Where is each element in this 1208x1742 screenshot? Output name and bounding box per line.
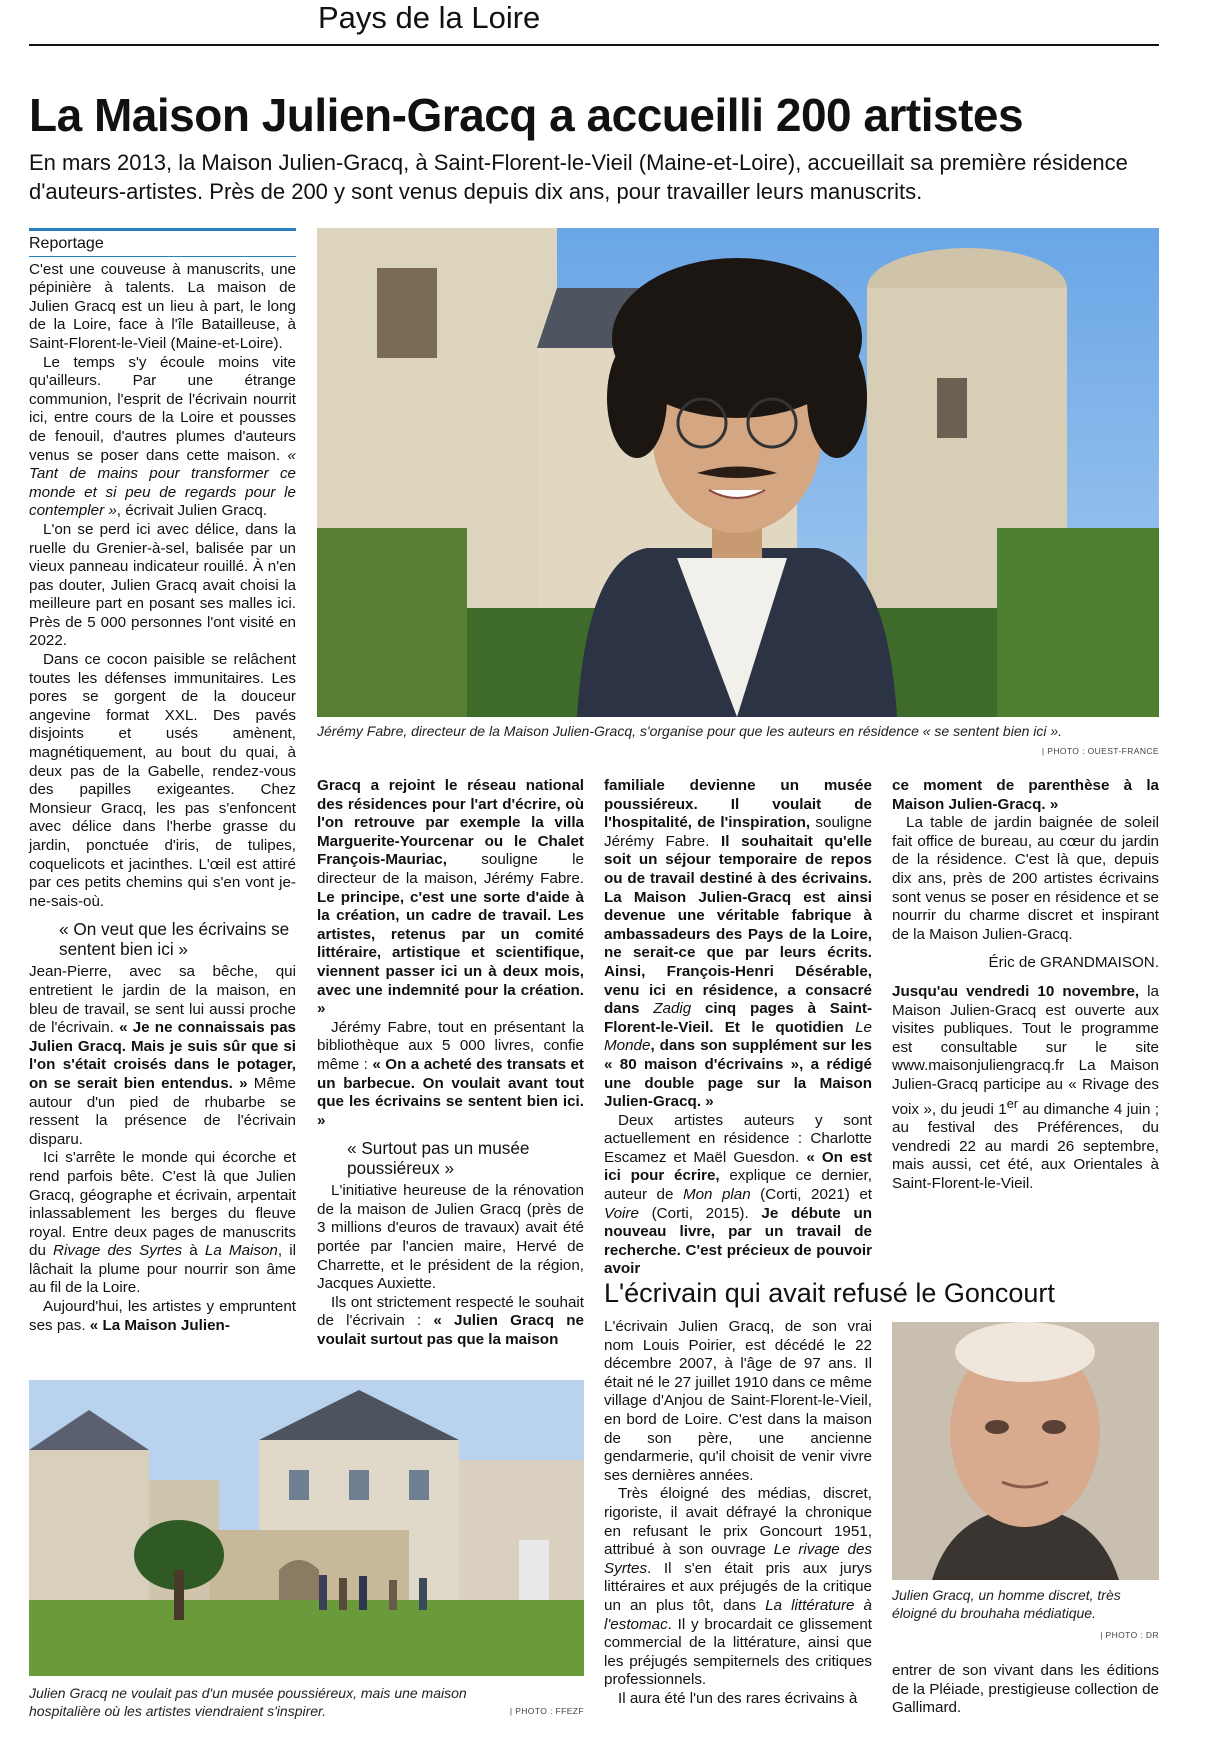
paragraph: Il aura été l'un des rares écrivains à — [618, 1689, 858, 1707]
paragraph: Le temps s'y écoule moins vite qu'ailleurs. Par une étrange communion, l'esprit de l'écrivain nourrit ici, entre cours de la Loire et pousses de fenouil, d'autres plumes d'auteurs venus se poser dans cette maison. « Tant de mains pour transformer ce monde et si peu de regards pour le contempler », écrivait Julien Gracq. — [29, 353, 296, 520]
house-photo-illustration — [29, 1380, 584, 1676]
sidebar-title: L'écrivain qui avait refusé le Goncourt — [604, 1278, 1055, 1308]
author-portrait-credit: | PHOTO : DR — [1100, 1630, 1159, 1640]
subheading: « On veut que les écrivains se sentent bien ici » — [59, 919, 290, 960]
section-title: Pays de la Loire — [318, 0, 541, 35]
paragraph: ce moment de parenthèse à la Maison Julien-Gracq. » — [892, 777, 1159, 813]
paragraph: familiale devienne un musée poussiéreux. Il voulait de l'hospitalité, de l'inspiration, souligne Jérémy Fabre. Il souhaitait qu'elle soit un séjour temporaire de repos ou de travail destiné à des écrivains. La Maison Julien-Gracq est ainsi devenue une véritable fabrique à ambassadeurs des Pays de la Loire, ne serait-ce que par leurs écrits. Ainsi, François-Henri Désérable, venu ici en résidence, a consacré dans Zadig cinq pages à Saint-Florent-le-Vieil. Et le quotidien Le Monde, dans son supplément sur les « 80 maison d'écrivains », a rédigé une double page sur la Maison Julien-Gracq. » — [604, 777, 873, 1111]
paragraph: L'on se perd ici avec délice, dans la ruelle du Grenier-à-sel, balisée par un vieux panneau indicateur rouillé. À n'en pas douter, Julien Gracq avait choisi la meilleure part en posant ses malles ici. Près de 5 000 personnes l'ont visité en 2022. — [29, 520, 296, 650]
headline: La Maison Julien-Gracq a accueilli 200 artistes — [29, 89, 1024, 141]
main-photo-caption: Jérémy Fabre, directeur de la Maison Julien-Gracq, s'organise pour que les auteurs en résidence « se sentent bien ici ». — [317, 723, 1063, 739]
paragraph: Très éloigné des médias, discret, rigoriste, il avait défrayé la chronique en refusant le prix Goncourt 1951, attribué à son ouvrage Le rivage des Syrtes. Il s'en était pris aux jurys littéraires et aux préjugés de la critique un an plus tôt, dans La littérature à l'estomac. Il y brocardait ce glissement commercial de la littérature, ainsi que les préjugés sempiternels des critiques professionnels. — [604, 1485, 872, 1689]
paragraph: L'initiative heureuse de la rénovation de la maison de Julien Gracq (près de 3 millions d'euros de travaux) avait été portée par l'ancien maire, Hervé de Charrette, et le président de la région, Jacques Auxiette. — [317, 1182, 584, 1293]
paragraph: Jérémy Fabre, tout en présentant la bibliothèque aux 5 000 livres, confie même : « On a acheté des transats et un barbecue. On voulait avant tout que les écrivains se sentent bien ici. » — [317, 1018, 584, 1129]
header-rule — [29, 44, 1159, 46]
sidebar-column-1 — [604, 1318, 872, 1708]
sidebar-column-2 — [892, 1662, 1159, 1718]
kicker-label: Reportage — [29, 228, 296, 257]
paragraph: Ici s'arrête le monde qui écorche et rend parfois bête. C'est là que Julien Gracq, géographe et écrivain, arpentait inlassablement les berges du fleuve royal. Entre deux pages de manuscrits du Rivage des Syrtes à La Maison, il lâchait la plume pour nourrir son âme au fil de la Loire. — [29, 1149, 296, 1297]
paragraph: Aujourd'hui, les artistes y empruntent ses pas. « La Maison Julien- — [29, 1298, 296, 1334]
house-photo — [29, 1380, 584, 1676]
house-photo-credit: | PHOTO : FFEZF — [509, 1706, 584, 1716]
main-photo-credit: | PHOTO : OUEST-FRANCE — [1041, 746, 1159, 756]
paragraph: Jean-Pierre, avec sa bêche, qui entretient le jardin de la maison, en bleu de travail, se sent lui aussi proche de l'écrivain. « Je ne connaissais pas Julien Gracq. Mais je suis sûr que si l'on s'était croisés dans le potager, on se serait bien entendus. » Même autour d'un pied de rhubarbe se ressent la présence de l'écrivain disparu. — [29, 963, 296, 1148]
main-photo — [317, 228, 1159, 717]
paragraph: L'écrivain Julien Gracq, de son vrai nom Louis Poirier, est décédé le 22 décembre 2007, à l'âge de 97 ans. Il était né le 27 juillet 1910 dans ce même village d'Anjou de Saint-Florent-le-Vieil, en bord de Loire. C'est dans la maison de son père, une ancienne gendarmerie, qu'il choisit de venir vivre ses dernières années. — [604, 1318, 872, 1484]
paragraph: Ils ont strictement respecté le souhait de l'écrivain : « Julien Gracq ne voulait surtout pas que la maison — [317, 1293, 584, 1349]
column-2 — [317, 777, 584, 1350]
paragraph: Gracq a rejoint le réseau national des résidences pour l'art d'écrire, où l'on retrouve par exemple la villa Marguerite-Yourcenar ou le Chalet François-Mauriac, souligne le directeur de la maison, Jérémy Fabre. Le principe, c'est une sorte d'aide à la création, un cadre de travail. Les artistes, retenus par un comité littéraire, artistique et scientifique, viennent passer ici un à deux mois, avec une indemnité pour la création. » — [317, 777, 584, 1018]
paragraph: Deux artistes auteurs y sont actuellement en résidence : Charlotte Escamez et Maël Guesdon. « On est ici pour écrire, explique ce dernier, auteur de Mon plan (Corti, 2021) et Voire (Corti, 2015). Je débute un nouveau livre, par un travail de recherche. C'est précieux de pouvoir avoir — [604, 1111, 872, 1278]
paragraph: C'est une couveuse à manuscrits, une pépinière à talents. La maison de Julien Gracq est un lieu à part, le long de la Loire, face à l'île Batailleuse, à Saint-Florent-le-Vieil (Maine-et-Loire). — [29, 260, 296, 352]
house-photo-caption: Julien Gracq ne voulait pas d'un musée poussiéreux, mais une maison hospitalière où les artistes viendraient s'inspirer. — [29, 1685, 467, 1719]
column-1 — [29, 228, 296, 1335]
column-3 — [604, 777, 872, 1279]
subheading: « Surtout pas un musée poussiéreux » — [347, 1138, 530, 1179]
standfirst: En mars 2013, la Maison Julien-Gracq, à Saint-Florent-le-Vieil (Maine-et-Loire), accueillait sa première résidence d'auteurs-artistes. Près de 200 y sont venus depuis dix ans, pour travailler leurs manuscrits. — [29, 150, 1128, 204]
paragraph: entrer de son vivant dans les éditions de la Pléiade, prestigieuse collection de Gallimard. — [892, 1662, 1159, 1717]
paragraph: La table de jardin baignée de soleil fait office de bureau, au cœur du jardin de la résidence. C'est là que, depuis dix ans, près de 200 artistes écrivains sont venus se poser en résidence et se nourrir du charme discret et inspirant de la Maison Julien-Gracq. — [892, 814, 1159, 943]
paragraph: Dans ce cocon paisible se relâchent toutes les défenses immunitaires. Les pores se gorgent de la douceur angevine format XXL. Des pavés disjoints et usés amènent, magnétiquement, au bout du quai, à deux pas de la Gabelle, rendez-vous des papilles exigeantes. Chez Monsieur Gracq, les pas s'enfoncent avec délice dans l'herbe grasse du jardin, ponctuée d'iris, de tulipes, coquelicots et jacinthes. L'œil est attiré par ces petits chemins qui s'en vont je-ne-sais-où. — [29, 651, 296, 910]
author-portrait — [892, 1322, 1159, 1580]
author-signature: Éric de GRANDMAISON. — [988, 954, 1159, 972]
author-portrait-illustration — [892, 1322, 1159, 1580]
info-box: Jusqu'au vendredi 10 novembre, la Maison Julien-Gracq est ouverte aux visites publiques. Tout le programme est consultable sur le site www.maisonjuliengracq.fr La Maison Julien-Gracq participe au « Rivage des voix », du jeudi 1er au dimanche 4 juin ; au festival des Préférences, du vendredi 22 au mardi 26 septembre, mais aussi, cet été, aux Orientales à Saint-Florent-le-Vieil. — [892, 982, 1160, 1192]
column-4 — [892, 777, 1159, 1194]
portrait-photo-illustration — [317, 228, 1159, 717]
author-portrait-caption: Julien Gracq, un homme discret, très éloigné du brouhaha médiatique. — [892, 1587, 1121, 1621]
